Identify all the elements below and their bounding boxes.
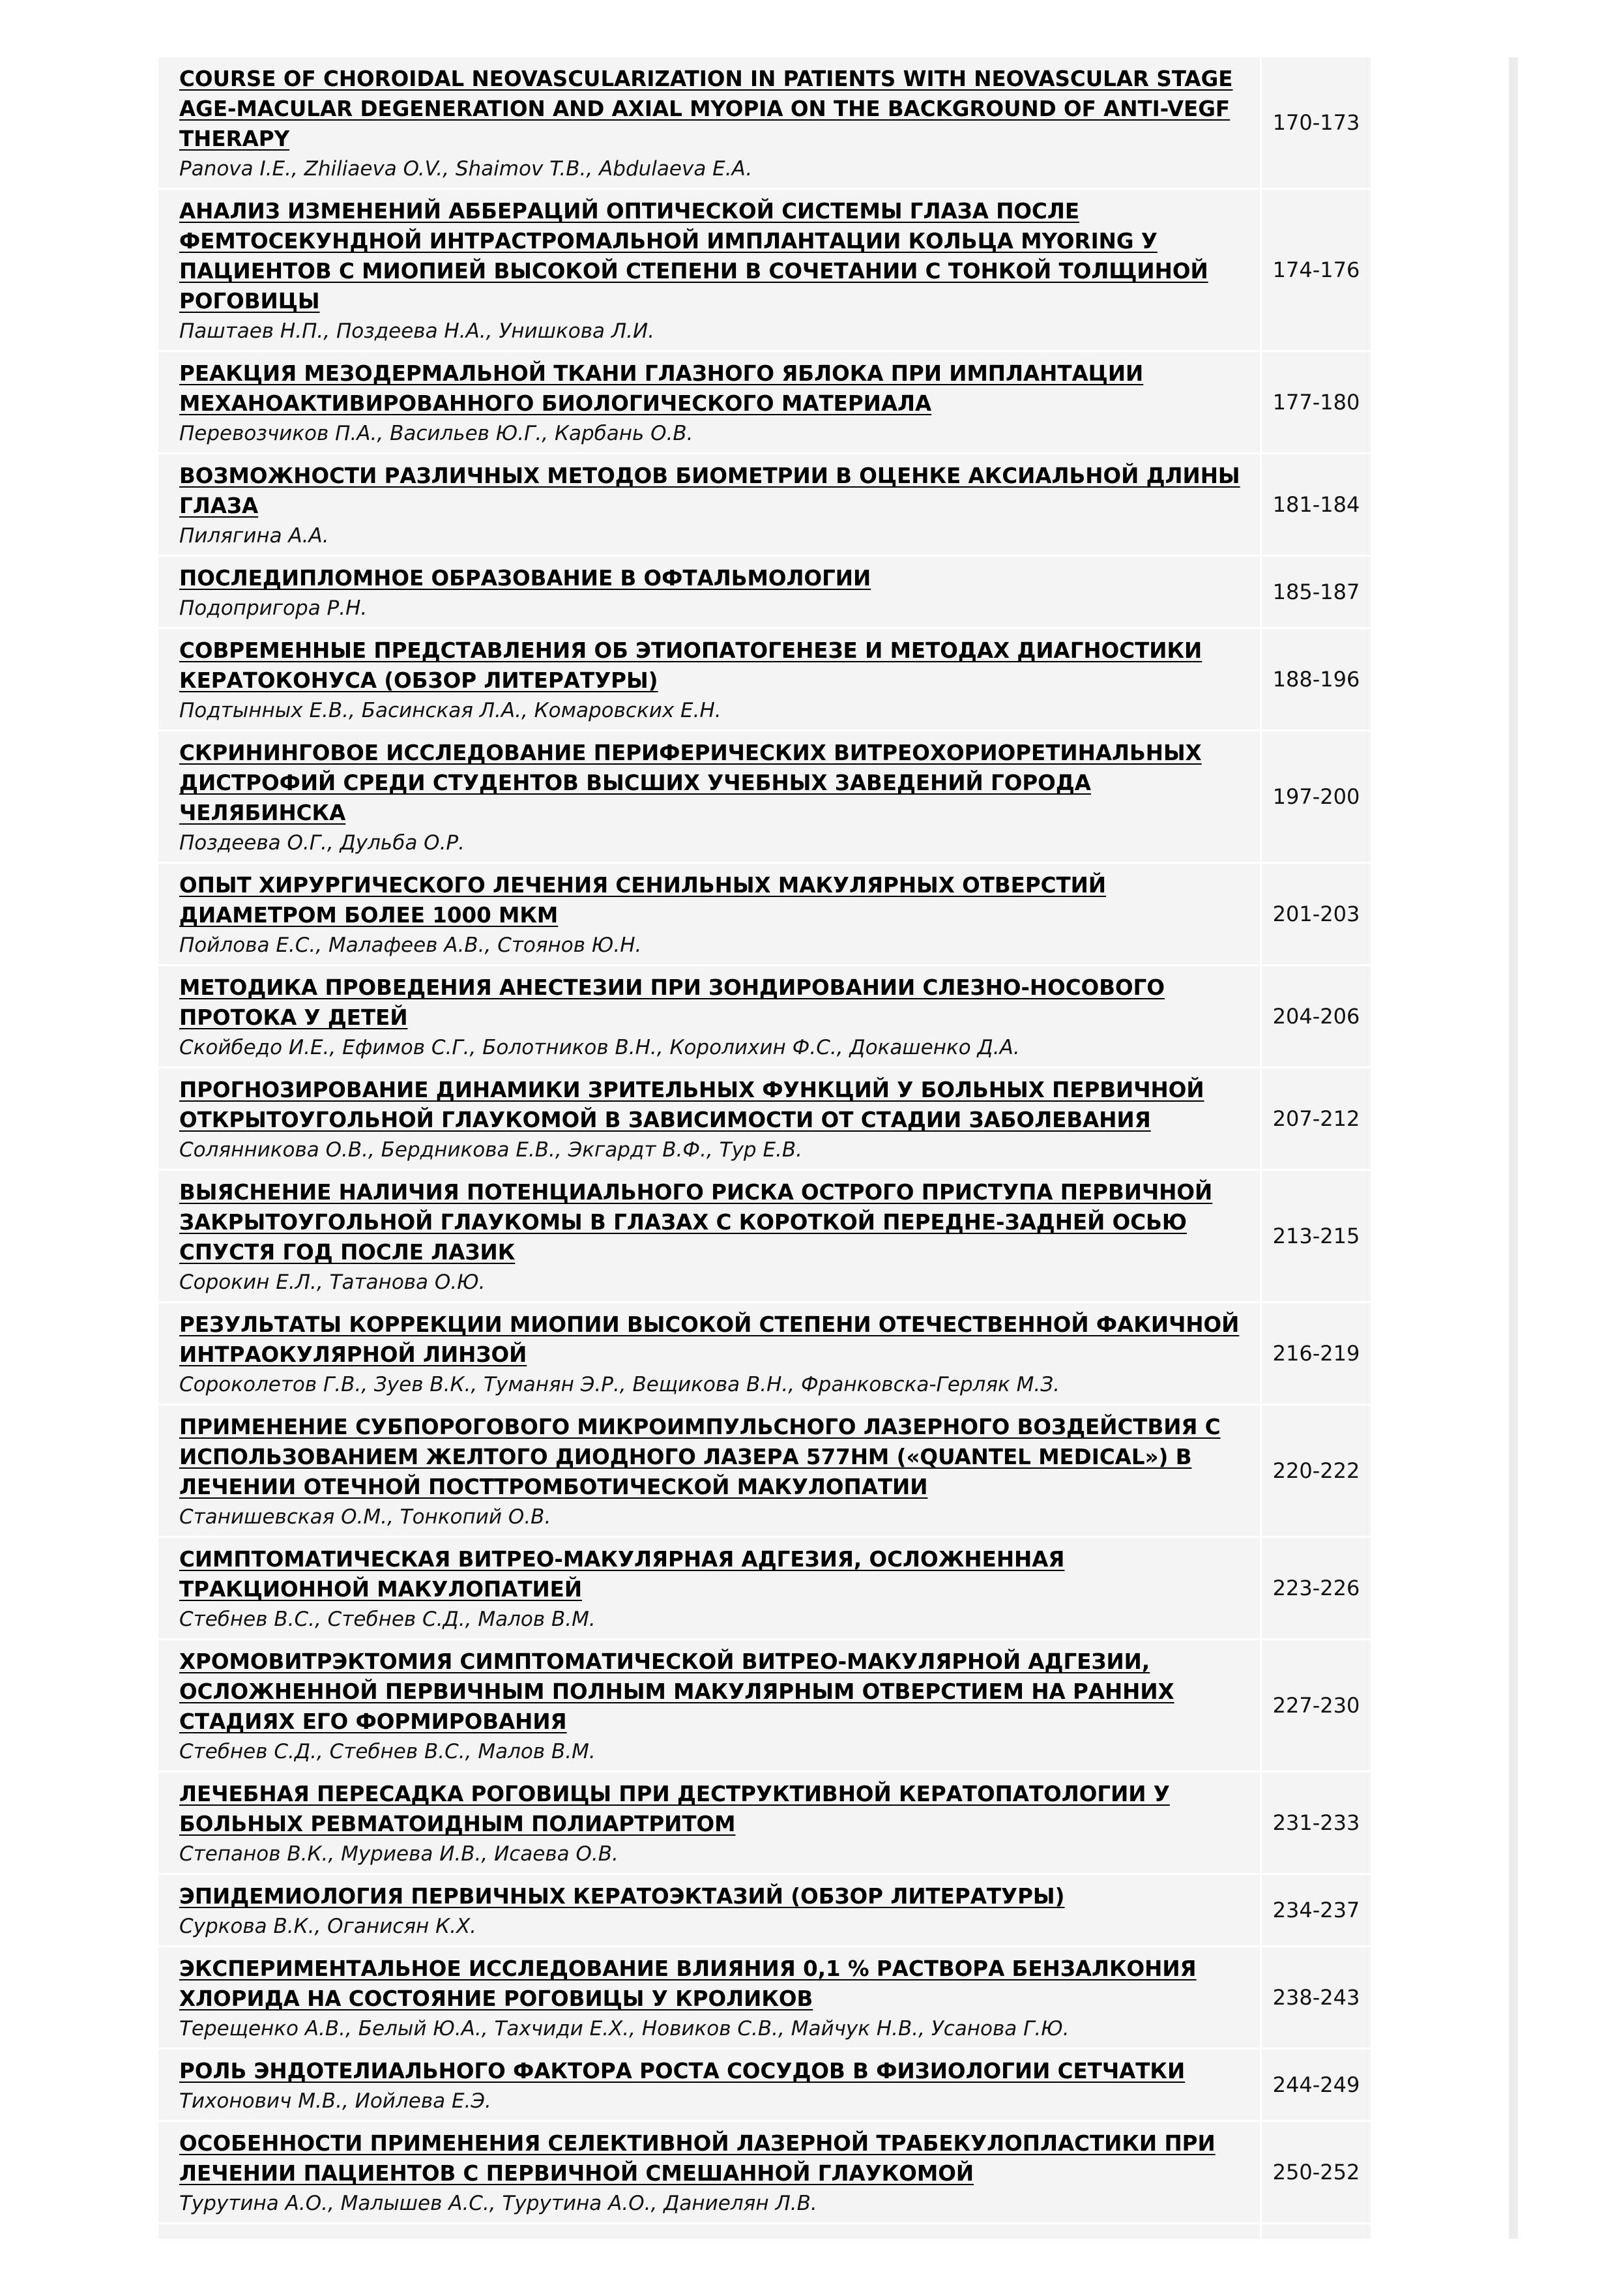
article-title-link[interactable]: МЕТОДИКА ПРОВЕДЕНИЯ АНЕСТЕЗИИ ПРИ ЗОНДИРОВАНИИ СЛЕЗНО-НОСОВОГО ПРОТОКА У ДЕТЕЙ	[179, 975, 1165, 1030]
article-pages: 250-252	[1260, 2122, 1371, 2222]
article-title-link[interactable]: СОВРЕМЕННЫЕ ПРЕДСТАВЛЕНИЯ ОБ ЭТИОПАТОГЕНЕЗЕ И МЕТОДАХ ДИАГНОСТИКИ КЕРАТОКОНУСА (ОБЗОР ЛИТЕРАТУРЫ)	[179, 638, 1202, 693]
article-title-link[interactable]: COURSE OF CHOROIDAL NEOVASCULARIZATION IN PATIENTS WITH NEOVASCULAR STAGE AGE-MACULAR DEGENERATION AND AXIAL MYOPIA ON THE BACKGROUND OF ANTI-VEGF THERAPY	[179, 66, 1233, 151]
toc-entry-main-cell	[158, 864, 1260, 964]
article-title-link[interactable]: ЭКСПЕРИМЕНТАЛЬНОЕ ИССЛЕДОВАНИЕ ВЛИЯНИЯ 0,1 % РАСТВОРА БЕНЗАЛКОНИЯ ХЛОРИДА НА СОСТОЯНИЕ РОГОВИЦЫ У КРОЛИКОВ	[179, 1956, 1197, 2011]
article-title-link[interactable]: ОПЫТ ХИРУРГИЧЕСКОГО ЛЕЧЕНИЯ СЕНИЛЬНЫХ МАКУЛЯРНЫХ ОТВЕРСТИЙ ДИАМЕТРОМ БОЛЕЕ 1000 МКМ	[179, 873, 1107, 928]
toc-entry	[158, 1538, 1371, 1640]
toc-entry-main-cell	[158, 1875, 1260, 1945]
article-authors: Стебнев В.С., Стебнев С.Д., Малов В.М.	[179, 1608, 596, 1631]
toc-entry	[158, 1640, 1371, 1773]
article-pages: 174-176	[1260, 190, 1371, 350]
article-pages: 231-233	[1260, 1773, 1371, 1873]
article-authors: Терещенко А.В., Белый Ю.А., Тахчиди Е.Х., Новиков С.В., Майчук Н.В., Усанова Г.Ю.	[179, 2017, 1070, 2040]
toc-entry-main-cell	[158, 2050, 1260, 2120]
article-title-link[interactable]: РЕЗУЛЬТАТЫ КОРРЕКЦИИ МИОПИИ ВЫСОКОЙ СТЕПЕНИ ОТЕЧЕСТВЕННОЙ ФАКИЧНОЙ ИНТРАОКУЛЯРНОЙ ЛИНЗОЙ	[179, 1312, 1240, 1367]
toc-empty-pages-cell	[1260, 2224, 1371, 2294]
toc-entry	[158, 2050, 1371, 2122]
article-authors: Подопригора Р.Н.	[179, 596, 368, 620]
toc-table	[158, 57, 1371, 2239]
toc-entry	[158, 864, 1371, 966]
article-pages: 185-187	[1260, 557, 1371, 627]
toc-entry	[158, 731, 1371, 864]
toc-entry	[158, 1406, 1371, 1538]
article-pages: 207-212	[1260, 1068, 1371, 1169]
toc-entry-main-cell	[158, 1947, 1260, 2048]
article-authors: Поздеева О.Г., Дульба О.Р.	[179, 831, 465, 855]
article-pages: 181-184	[1260, 454, 1371, 555]
toc-entry-main-cell	[158, 1303, 1260, 1404]
article-authors: Подтынных Е.В., Басинская Л.А., Комаровских Е.Н.	[179, 699, 721, 722]
article-pages: 238-243	[1260, 1947, 1371, 2048]
article-pages: 216-219	[1260, 1303, 1371, 1404]
article-authors: Паштаев Н.П., Поздеева Н.А., Унишкова Л.И.	[179, 319, 655, 343]
toc-entry-main-cell	[158, 1538, 1260, 1638]
toc-entry	[158, 966, 1371, 1068]
article-title-link[interactable]: СКРИНИНГОВОЕ ИССЛЕДОВАНИЕ ПЕРИФЕРИЧЕСКИХ ВИТРЕОХОРИОРЕТИНАЛЬНЫХ ДИСТРОФИЙ СРЕДИ СТУДЕНТОВ ВЫСШИХ УЧЕБНЫХ ЗАВЕДЕНИЙ ГОРОДА ЧЕЛЯБИНСКА	[179, 741, 1202, 825]
toc-entry	[158, 557, 1371, 629]
article-title-link[interactable]: ХРОМОВИТРЭКТОМИЯ СИМПТОМАТИЧЕСКОЙ ВИТРЕО-МАКУЛЯРНОЙ АДГЕЗИИ, ОСЛОЖНЕННОЙ ПЕРВИЧНЫМ ПОЛНЫМ МАКУЛЯРНЫМ ОТВЕРСТИЕМ НА РАННИХ СТАДИЯХ ЕГО ФОРМИРОВАНИЯ	[179, 1649, 1174, 1734]
article-pages: 223-226	[1260, 1538, 1371, 1638]
article-authors: Перевозчиков П.А., Васильев Ю.Г., Карбань О.В.	[179, 422, 693, 445]
article-pages: 213-215	[1260, 1171, 1371, 1301]
article-authors: Сороколетов Г.В., Зуев В.К., Туманян Э.Р., Вещикова В.Н., Франковска-Герляк М.З.	[179, 1373, 1060, 1396]
article-pages: 201-203	[1260, 864, 1371, 964]
article-pages: 227-230	[1260, 1640, 1371, 1771]
article-title-link[interactable]: СИМПТОМАТИЧЕСКАЯ ВИТРЕО-МАКУЛЯРНАЯ АДГЕЗИЯ, ОСЛОЖНЕННАЯ ТРАКЦИОННОЙ МАКУЛОПАТИЕЙ	[179, 1547, 1065, 1602]
toc-entry-main-cell	[158, 1640, 1260, 1771]
toc-entry-main-cell	[158, 557, 1260, 627]
toc-entry	[158, 1773, 1371, 1875]
article-pages: 170-173	[1260, 57, 1371, 188]
article-authors: Турутина А.О., Малышев А.С., Турутина А.О., Даниелян Л.В.	[179, 2192, 817, 2215]
toc-entry-main-cell	[158, 966, 1260, 1067]
toc-entry-main-cell	[158, 1773, 1260, 1873]
toc-entry	[158, 352, 1371, 454]
article-authors: Скойбедо И.Е., Ефимов С.Г., Болотников В.Н., Королихин Ф.С., Докашенко Д.А.	[179, 1036, 1020, 1059]
article-authors: Степанов В.К., Муриева И.В., Исаева О.В.	[179, 1842, 619, 1866]
article-authors: Стебнев С.Д., Стебнев В.С., Малов В.М.	[179, 1740, 596, 1763]
article-authors: Пойлова Е.С., Малафеев А.В., Стоянов Ю.Н.	[179, 934, 642, 957]
article-title-link[interactable]: АНАЛИЗ ИЗМЕНЕНИЙ АББЕРАЦИЙ ОПТИЧЕСКОЙ СИСТЕМЫ ГЛАЗА ПОСЛЕ ФЕМТОСЕКУНДНОЙ ИНТРАСТРОМАЛЬНОЙ ИМПЛАНТАЦИИ КОЛЬЦА MYORING У ПАЦИЕНТОВ С МИОПИЕЙ ВЫСОКОЙ СТЕПЕНИ В СОЧЕТАНИИ С ТОНКОЙ ТОЛЩИНОЙ РОГОВИЦЫ	[179, 199, 1208, 314]
article-pages: 177-180	[1260, 352, 1371, 452]
article-title-link[interactable]: ПРОГНОЗИРОВАНИЕ ДИНАМИКИ ЗРИТЕЛЬНЫХ ФУНКЦИЙ У БОЛЬНЫХ ПЕРВИЧНОЙ ОТКРЫТОУГОЛЬНОЙ ГЛАУКОМОЙ В ЗАВИСИМОСТИ ОТ СТАДИИ ЗАБОЛЕВАНИЯ	[179, 1078, 1204, 1132]
toc-entry	[158, 57, 1371, 190]
article-title-link[interactable]: ЭПИДЕМИОЛОГИЯ ПЕРВИЧНЫХ КЕРАТОЭКТАЗИЙ (ОБЗОР ЛИТЕРАТУРЫ)	[179, 1884, 1065, 1909]
article-pages: 188-196	[1260, 629, 1371, 729]
article-authors: Солянникова О.В., Бердникова Е.В., Экгардт В.Ф., Тур Е.В.	[179, 1138, 803, 1162]
toc-entry	[158, 454, 1371, 557]
article-authors: Пилягина А.А.	[179, 524, 329, 548]
article-pages: 204-206	[1260, 966, 1371, 1067]
article-title-link[interactable]: РЕАКЦИЯ МЕЗОДЕРМАЛЬНОЙ ТКАНИ ГЛАЗНОГО ЯБЛОКА ПРИ ИМПЛАНТАЦИИ МЕХАНОАКТИВИРОВАННОГО БИОЛОГИЧЕСКОГО МАТЕРИАЛА	[179, 361, 1144, 416]
toc-empty-row	[158, 2224, 1371, 2296]
article-title-link[interactable]: ЛЕЧЕБНАЯ ПЕРЕСАДКА РОГОВИЦЫ ПРИ ДЕСТРУКТИВНОЙ КЕРАТОПАТОЛОГИИ У БОЛЬНЫХ РЕВМАТОИДНЫМ ПОЛИАРТРИТОМ	[179, 1782, 1170, 1836]
article-title-link[interactable]: ВЫЯСНЕНИЕ НАЛИЧИЯ ПОТЕНЦИАЛЬНОГО РИСКА ОСТРОГО ПРИСТУПА ПЕРВИЧНОЙ ЗАКРЫТОУГОЛЬНОЙ ГЛАУКОМЫ В ГЛАЗАХ С КОРОТКОЙ ПЕРЕДНЕ-ЗАДНЕЙ ОСЬЮ СПУСТЯ ГОД ПОСЛЕ ЛАЗИК	[179, 1180, 1213, 1265]
toc-entry-main-cell	[158, 454, 1260, 555]
article-authors: Суркова В.К., Оганисян К.Х.	[179, 1915, 477, 1938]
toc-entry	[158, 1947, 1371, 2050]
toc-entry-main-cell	[158, 731, 1260, 862]
article-title-link[interactable]: ПОСЛЕДИПЛОМНОЕ ОБРАЗОВАНИЕ В ОФТАЛЬМОЛОГИИ	[179, 566, 871, 591]
article-authors: Panova I.E., Zhiliaeva O.V., Shaimov T.B., Abdulaeva E.A.	[179, 157, 753, 181]
toc-entry-main-cell	[158, 1406, 1260, 1536]
toc-entry	[158, 1875, 1371, 1947]
article-title-link[interactable]: ОСОБЕННОСТИ ПРИМЕНЕНИЯ СЕЛЕКТИВНОЙ ЛАЗЕРНОЙ ТРАБЕКУЛОПЛАСТИКИ ПРИ ЛЕЧЕНИИ ПАЦИЕНТОВ С ПЕРВИЧНОЙ СМЕШАННОЙ ГЛАУКОМОЙ	[179, 2131, 1216, 2186]
article-pages: 220-222	[1260, 1406, 1371, 1536]
toc-entry-main-cell	[158, 352, 1260, 452]
toc-entry	[158, 1068, 1371, 1171]
toc-empty-main-cell	[158, 2224, 1260, 2294]
toc-entry-main-cell	[158, 2122, 1260, 2222]
toc-entry	[158, 1303, 1371, 1406]
article-title-link[interactable]: ВОЗМОЖНОСТИ РАЗЛИЧНЫХ МЕТОДОВ БИОМЕТРИИ В ОЦЕНКЕ АКСИАЛЬНОЙ ДЛИНЫ ГЛАЗА	[179, 464, 1240, 518]
toc-entry	[158, 2122, 1371, 2224]
article-authors: Сорокин Е.Л., Татанова О.Ю.	[179, 1271, 486, 1294]
toc-entry-main-cell	[158, 629, 1260, 729]
article-authors: Станишевская О.М., Тонкопий О.В.	[179, 1505, 551, 1529]
toc-entry	[158, 190, 1371, 352]
toc-entry-main-cell	[158, 1171, 1260, 1301]
toc-rows	[158, 57, 1371, 2296]
article-authors: Тихонович М.В., Иойлева Е.Э.	[179, 2089, 491, 2113]
table-edge-stripe	[1509, 57, 1518, 2239]
article-pages: 244-249	[1260, 2050, 1371, 2120]
toc-entry	[158, 629, 1371, 731]
article-title-link[interactable]: ПРИМЕНЕНИЕ СУБПОРОГОВОГО МИКРОИМПУЛЬСНОГО ЛАЗЕРНОГО ВОЗДЕЙСТВИЯ С ИСПОЛЬЗОВАНИЕМ ЖЕЛТОГО ДИОДНОГО ЛАЗЕРА 577НМ («QUANTEL MEDICAL») В ЛЕЧЕНИИ ОТЕЧНОЙ ПОСТТРОМБОТИЧЕСКОЙ МАКУЛОПАТИИ	[179, 1415, 1221, 1499]
toc-entry-main-cell	[158, 1068, 1260, 1169]
article-pages: 197-200	[1260, 731, 1371, 862]
article-title-link[interactable]: РОЛЬ ЭНДОТЕЛИАЛЬНОГО ФАКТОРА РОСТА СОСУДОВ В ФИЗИОЛОГИИ СЕТЧАТКИ	[179, 2059, 1186, 2083]
toc-entry	[158, 1171, 1371, 1303]
toc-entry-main-cell	[158, 57, 1260, 188]
toc-entry-main-cell	[158, 190, 1260, 350]
article-pages: 234-237	[1260, 1875, 1371, 1945]
